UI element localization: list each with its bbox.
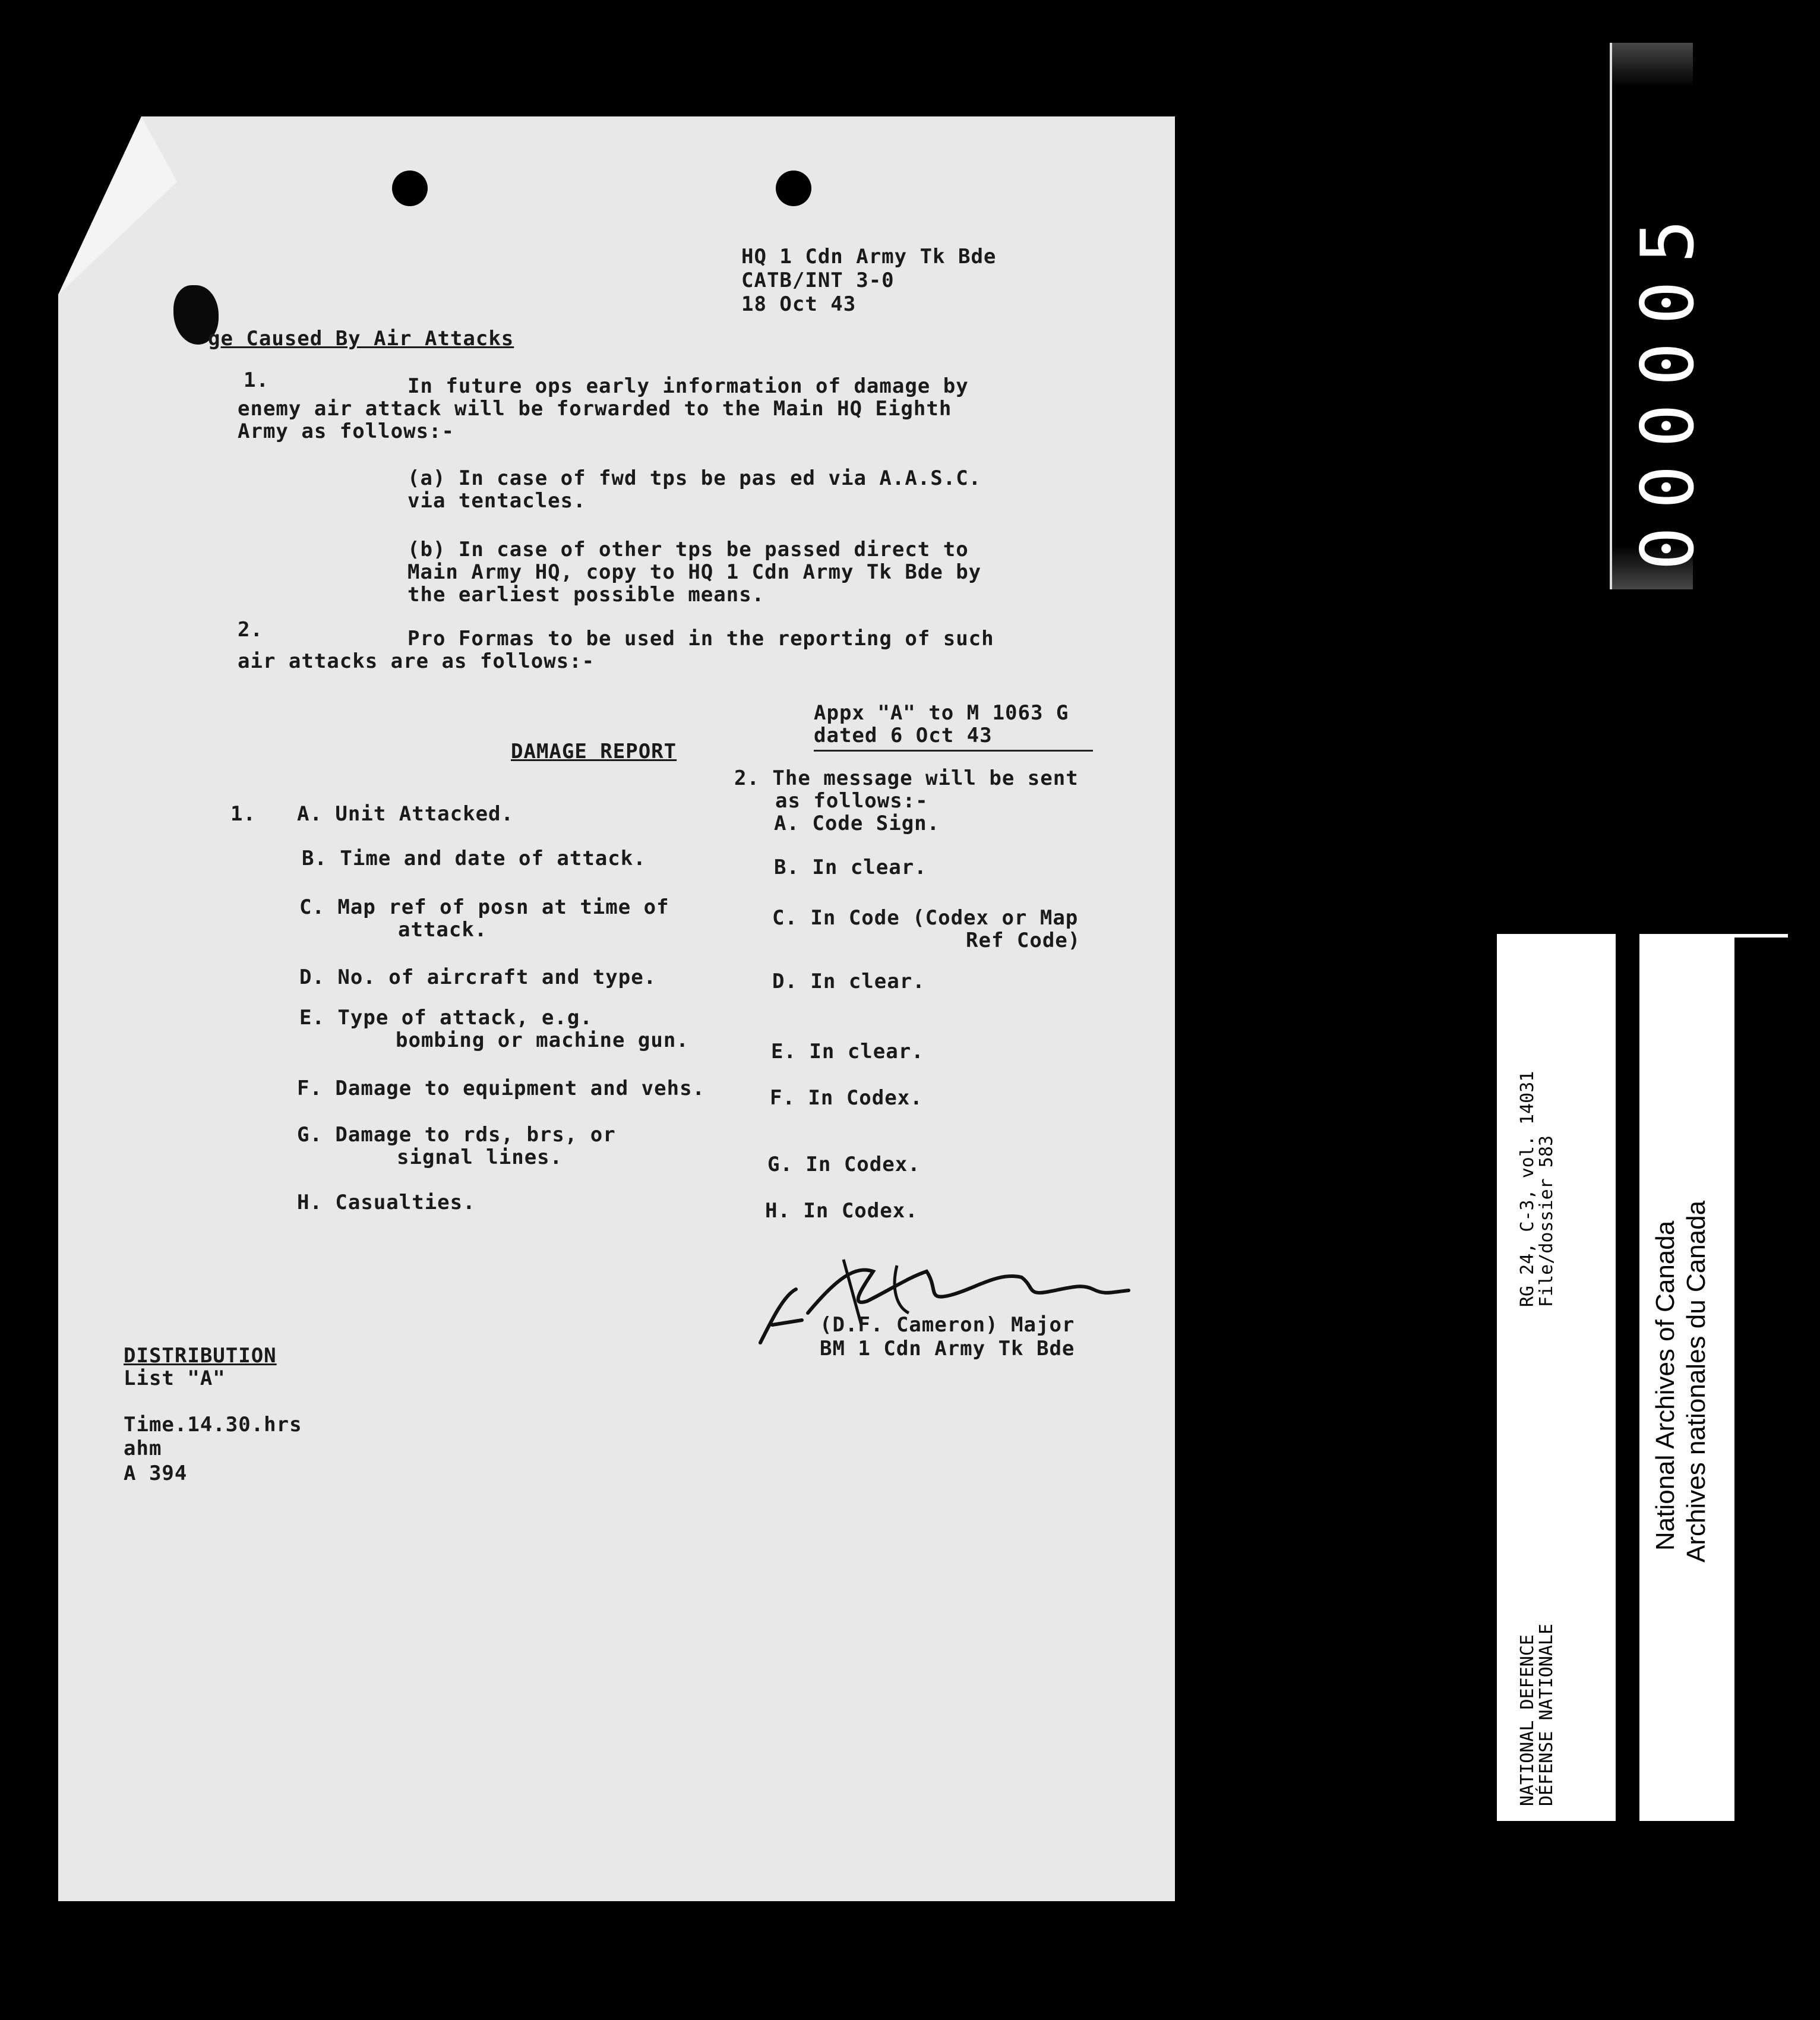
distribution-initials: ahm (124, 1437, 162, 1460)
para1-a-line-2: via tentacles. (407, 489, 586, 513)
item-a-right: A. Code Sign. (774, 812, 940, 835)
item-g-right: G. In Codex. (767, 1153, 921, 1176)
punch-hole (776, 171, 811, 206)
archive-ref-line-2: File/dossier 583 (1536, 1135, 1557, 1307)
signatory-name: (D.F. Cameron) Major (820, 1313, 1075, 1337)
item-e-right: E. In clear. (771, 1040, 924, 1063)
archives-name-fr: Archives nationales du Canada (1682, 1200, 1711, 1563)
item-b-right: B. In clear. (774, 856, 927, 879)
archives-name-en: National Archives of Canada (1651, 1220, 1680, 1551)
item-c-left-2: attack. (398, 918, 488, 942)
item-c-left-1: C. Map ref of posn at time of (299, 895, 669, 919)
item-e-left-2: bombing or machine gun. (396, 1028, 689, 1052)
para1-line-2: enemy air attack will be forwarded to the Main HQ Eighth (238, 397, 952, 421)
distribution-heading: DISTRIBUTION (124, 1344, 277, 1368)
appendix-line-2: dated 6 Oct 43 (814, 724, 993, 747)
para2-line-2: air attacks are as follows:- (238, 649, 595, 673)
para1-number: 1. (244, 368, 269, 392)
list-number: 1. (230, 802, 256, 826)
item-g-left-1: G. Damage to rds, brs, or (297, 1123, 616, 1147)
distribution-list: List "A" (124, 1366, 226, 1390)
item-h-right: H. In Codex. (765, 1199, 918, 1223)
item-f-left: F. Damage to equipment and vehs. (297, 1077, 706, 1100)
para1-a-line-1: (a) In case of fwd tps be pas ed via A.A.S.C. (407, 466, 982, 490)
item-a-left: A. Unit Attacked. (297, 802, 514, 826)
header-line-3: 18 Oct 43 (741, 292, 857, 316)
message-intro-line-2: as follows:- (775, 789, 928, 813)
appendix-underline (814, 750, 1093, 752)
department-en: NATIONAL DEFENCE (1517, 1634, 1538, 1806)
item-d-right: D. In clear. (772, 970, 925, 993)
item-d-left: D. No. of aircraft and type. (299, 965, 657, 989)
header-line-1: HQ 1 Cdn Army Tk Bde (741, 245, 997, 269)
para2-line-1: Pro Formas to be used in the reporting of such (407, 627, 994, 651)
label-divider-band (1616, 933, 1639, 1824)
item-c-right-2: Ref Code) (966, 929, 1081, 952)
punch-hole (392, 171, 428, 206)
message-intro-line-1: 2. The message will be sent (734, 766, 1079, 790)
item-e-left-1: E. Type of attack, e.g. (299, 1006, 593, 1030)
item-c-right-1: C. In Code (Codex or Map (772, 906, 1079, 930)
item-f-right: F. In Codex. (770, 1086, 923, 1110)
header-line-2: CATB/INT 3-0 (741, 269, 895, 292)
report-title: DAMAGE REPORT (511, 740, 677, 763)
signatory-title: BM 1 Cdn Army Tk Bde (820, 1337, 1075, 1361)
appendix-line-1: Appx "A" to M 1063 G (814, 701, 1069, 725)
subject-line: ge Caused By Air Attacks (208, 327, 514, 351)
item-h-left: H. Casualties. (297, 1191, 476, 1214)
department-fr: DÉFENSE NATIONALE (1536, 1623, 1557, 1806)
archive-ref-line-1: RG 24, C-3, vol. 14031 (1517, 1071, 1538, 1307)
para1-b-line-2: Main Army HQ, copy to HQ 1 Cdn Army Tk Bde by (407, 560, 982, 584)
item-g-left-2: signal lines. (397, 1145, 563, 1169)
distribution-ref: A 394 (124, 1462, 188, 1485)
frame-number: 000005 (1626, 201, 1710, 570)
distribution-time: Time.14.30.hrs (124, 1413, 302, 1437)
item-b-left: B. Time and date of attack. (302, 847, 646, 870)
para1-line-3: Army as follows:- (238, 419, 454, 443)
para2-number: 2. (238, 618, 263, 642)
para1-b-line-1: (b) In case of other tps be passed direct to (407, 538, 969, 561)
para1-line-1: In future ops early information of damage by (407, 374, 969, 398)
para1-b-line-3: the earliest possible means. (407, 583, 765, 607)
